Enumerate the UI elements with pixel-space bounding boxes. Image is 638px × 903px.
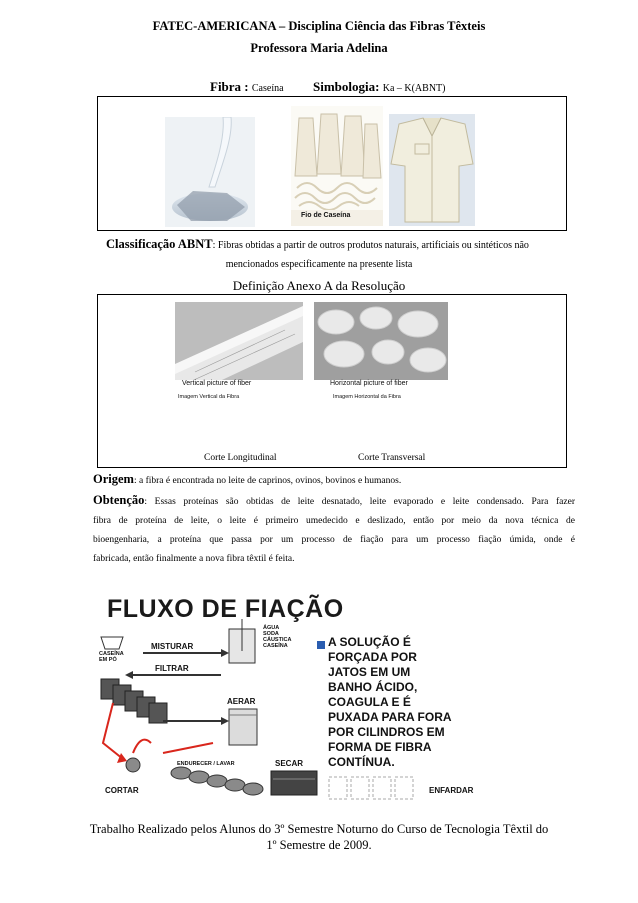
- aerar-label: AERAR: [227, 697, 256, 706]
- fluxo-bullet-text: A SOLUÇÃO É FORÇADA POR JATOS EM UM BANHO ÁCIDO, COAGULA E É PUXADA PARA FORA POR CILINDROS EM FORMA DE FIBRA CONTÍNUA.: [328, 635, 452, 769]
- obtencao-label: Obtenção: [93, 493, 145, 507]
- shirt-image: [389, 114, 475, 226]
- fiber-line: [210, 79, 284, 95]
- cortar-label: CORTAR: [105, 786, 139, 795]
- obtencao-line-3: bioengenharia, a proteína que passa por um processo de fiação para um processo fiação úmida, onde é: [93, 535, 575, 545]
- origem-text: : a fibra é encontrada no leite de caprinos, ovinos, bovinos e humanos.: [133, 476, 402, 486]
- origem-line: [93, 472, 401, 487]
- horizontal-caption-en: Horizontal picture of fiber: [330, 380, 408, 387]
- classificacao-text-1: : Fibras obtidas a partir de outros produtos naturais, artificiais ou sintéticos não: [212, 240, 529, 251]
- fibra-label: Fibra :: [210, 79, 249, 94]
- vertical-caption-en: Vertical picture of fiber: [182, 380, 252, 387]
- obtencao-line-4: fabricada, então finalmente a nova fibra têxtil é feita.: [93, 554, 295, 564]
- origem-label: Origem: [93, 472, 134, 486]
- definicao-title: Definição Anexo A da Resolução: [232, 278, 406, 293]
- simbologia-label: Simbologia:: [313, 79, 380, 94]
- classificacao-text-2: mencionados especificamente na presente lista: [225, 259, 413, 270]
- corte-longitudinal: Corte Longitudinal: [204, 453, 277, 463]
- caseina-label: CASEÍNA EM PÓ: [99, 651, 124, 663]
- yarn-caption: Fio de Caseína: [301, 212, 351, 219]
- classificacao-label: Classificação ABNT: [106, 237, 213, 251]
- enfardar-label: ENFARDAR: [429, 786, 474, 795]
- simbologia-line: [313, 79, 445, 95]
- milk-pour-image: [165, 117, 255, 227]
- ingredientes-label: ÁGUA SODA CÁUSTICA CASEÍNA: [263, 625, 292, 649]
- corte-transversal: Corte Transversal: [358, 453, 426, 463]
- misturar-label: MISTURAR: [151, 642, 194, 651]
- casein-yarn-image: [291, 106, 383, 226]
- microscopy-box: [97, 294, 567, 468]
- horizontal-caption-pt: Imagem Horizontal da Fibra: [333, 394, 401, 400]
- obtencao-line-2: fibra de proteína de leite, o leite é primeiro umedecido e deslizado, então por meio da nova técnica de: [93, 516, 575, 526]
- fluxo-title: FLUXO DE FIAÇÃO: [107, 595, 344, 623]
- header-line-2: Professora Maria Adelina: [250, 41, 388, 55]
- secar-label: SECAR: [275, 759, 304, 768]
- footer-line-1: Trabalho Realizado pelos Alunos do 3º Semestre Noturno do Curso de Tecnologia Têxtil do: [89, 822, 549, 836]
- footer-line-2: 1º Semestre de 2009.: [266, 838, 372, 852]
- vertical-caption-pt: Imagem Vertical da Fibra: [178, 394, 240, 400]
- fiber-photos-box: [97, 96, 567, 231]
- fluxo-diagram: [93, 593, 483, 805]
- header-line-1: FATEC-AMERICANA – Disciplina Ciência das Fibras Têxteis: [152, 19, 486, 33]
- obtencao-line-1: Obtenção: Essas proteínas são obtidas de leite desnatado, leite evaporado e leite condensado. Para fazer: [93, 493, 575, 507]
- classificacao-line-1: [106, 237, 529, 252]
- obtencao-paragraph: [93, 491, 575, 569]
- longitudinal-fiber-image: [175, 302, 303, 380]
- transversal-fiber-image: [314, 302, 448, 380]
- simbologia-value: Ka – K(ABNT): [382, 83, 446, 94]
- endurecer-label: ENDURECER / LAVAR: [177, 761, 235, 767]
- filtrar-label: FILTRAR: [155, 664, 189, 673]
- fibra-value: Caseína: [251, 83, 284, 94]
